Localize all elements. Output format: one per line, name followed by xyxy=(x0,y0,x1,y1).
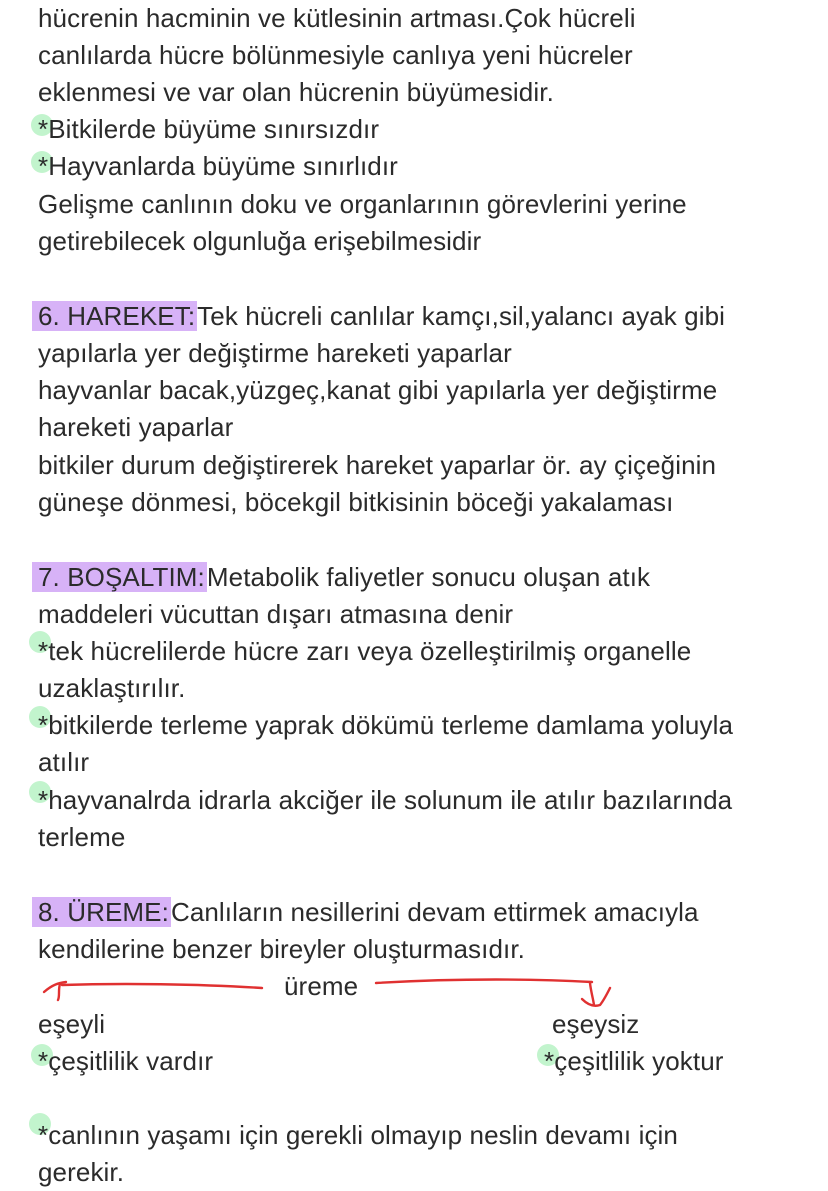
text-line: *tek hücrelilerde hücre zarı veya özelleştirilmiş organelle xyxy=(38,636,692,666)
text-line: atılır xyxy=(38,747,90,777)
text-line: gerekir. xyxy=(38,1157,125,1187)
text-line: hareketi yaparlar xyxy=(38,412,234,442)
section-text: Canlıların nesillerini devam ettirmek amacıyla xyxy=(170,897,699,927)
eseysiz-item: *çeşitlilik yoktur xyxy=(544,1046,724,1076)
text-line: *Hayvanlarda büyüme sınırlıdır xyxy=(38,151,398,181)
text-line: yapılarla yer değiştirme hareketi yaparlar xyxy=(38,338,512,368)
text-line: uzaklaştırılır. xyxy=(38,673,186,703)
eseyli-item: *çeşitlilik vardır xyxy=(38,1046,214,1076)
text-line: bitkiler durum değiştirerek hareket yaparlar ör. ay çiçeğinin xyxy=(38,450,717,480)
left-arrow-line xyxy=(62,984,262,988)
text-line: getirebilecek olgunluğa erişebilmesidir xyxy=(38,226,482,256)
text-line: *Bitkilerde büyüme sınırsızdır xyxy=(38,114,380,144)
text-line: terleme xyxy=(38,822,126,852)
text-line: güneşe dönmesi, böcekgil bitkisinin böceği yakalaması xyxy=(38,487,674,517)
text-line: *canlının yaşamı için gerekli olmayıp neslin devamı için xyxy=(38,1120,678,1150)
text-line: Gelişme canlının doku ve organlarının görevlerini yerine xyxy=(38,189,687,219)
ureme-center-label: üreme xyxy=(284,971,359,1001)
right-arrow-line xyxy=(376,980,592,984)
text-line: maddeleri vücuttan dışarı atmasına denir xyxy=(38,599,514,629)
text-line: kendilerine benzer bireyler oluşturmasıdır. xyxy=(38,934,525,964)
section-ureme-first-line xyxy=(38,895,699,929)
section-bosaltim-first-line xyxy=(38,560,650,594)
text-line: hücrenin hacminin ve kütlesinin artması.Çok hücreli xyxy=(38,3,636,33)
section-text: Tek hücreli canlılar kamçı,sil,yalancı ayak gibi xyxy=(197,301,726,331)
section-text: Metabolik faliyetler sonucu oluşan atık xyxy=(206,562,651,592)
eseysiz-label: eşeysiz xyxy=(552,1009,640,1039)
text-line: eklenmesi ve var olan hücrenin büyümesidir. xyxy=(38,77,554,107)
left-arrow-head xyxy=(44,982,66,1000)
eseyli-label: eşeyli xyxy=(38,1009,106,1039)
right-arrow-head xyxy=(582,983,610,1006)
section-heading: 6. HAREKET: xyxy=(32,301,197,331)
section-hareket-first-line xyxy=(38,299,725,333)
section-heading: 8. ÜREME: xyxy=(32,897,171,927)
section-heading: 7. BOŞALTIM: xyxy=(32,562,207,592)
text-line: hayvanlar bacak,yüzgeç,kanat gibi yapılarla yer değiştirme xyxy=(38,375,718,405)
text-line: canlılarda hücre bölünmesiyle canlıya yeni hücreler xyxy=(38,40,633,70)
text-line: *hayvanalrda idrarla akciğer ile solunum ile atılır bazılarında xyxy=(38,785,733,815)
text-line: *bitkilerde terleme yaprak dökümü terleme damlama yoluyla xyxy=(38,710,734,740)
